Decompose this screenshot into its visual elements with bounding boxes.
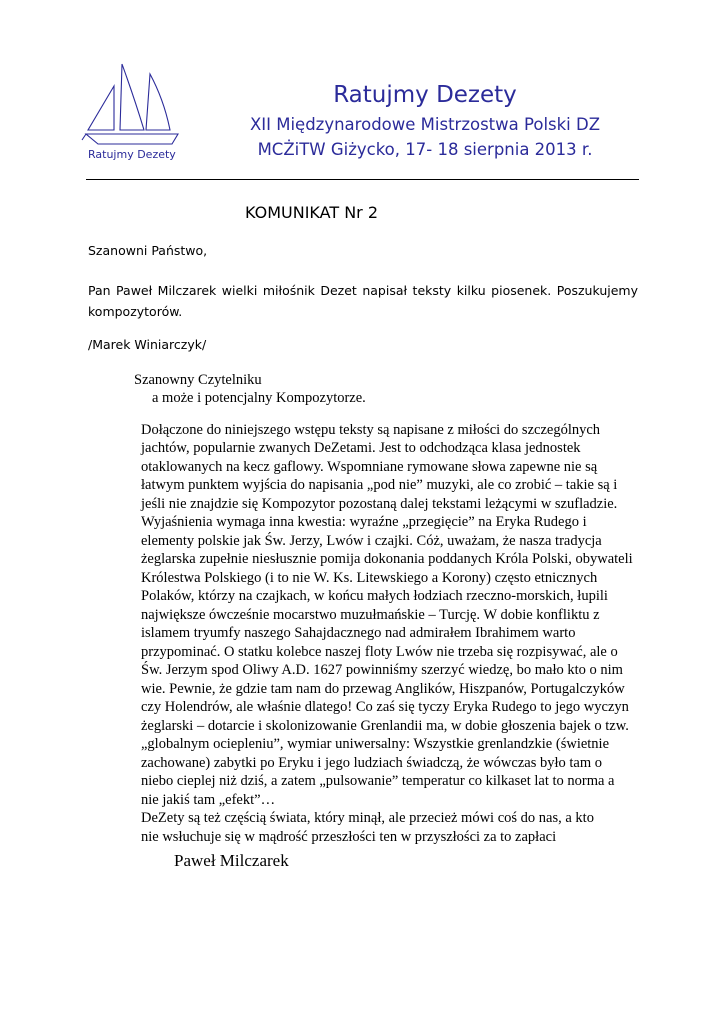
letter-line: nie wsłuchuje się w mądrość przeszłości ten w przyszłości za to zapłaci xyxy=(141,829,557,845)
letter-line: największe ówcześnie mocarstwo muzułmańskie – Turcję. W dobie konfliktu z xyxy=(141,607,600,623)
header-title: Ratujmy Dezety xyxy=(333,82,517,108)
letter-line: Św. Jerzym spod Oliwy A.D. 1627 powinniśmy szerzyć wiedzę, bo mało kto o nim xyxy=(141,662,623,678)
letter-line: Wyjaśnienia wymaga inna kwestia: wyraźne „przegięcie” na Eryka Rudego i xyxy=(141,514,587,530)
salutation: Szanowni Państwo, xyxy=(88,243,208,258)
letter-line: wie. Pewnie, że gdzie tam nam do przewag Anglików, Hiszpanów, Portugalczyków xyxy=(141,681,625,697)
letter-line: żeglarska zupełnie niesłusznie pomija dokonania poddanych Króla Polski, obywateli xyxy=(141,551,633,567)
communique-title: KOMUNIKAT Nr 2 xyxy=(245,203,378,222)
letter-line: jeśli nie znajdzie się Kompozytor pozostaną dalej tekstami leżącymi w szufladzie. xyxy=(141,496,618,512)
intro-paragraph: Pan Paweł Milczarek wielki miłośnik Dezet napisał teksty kilku piosenek. Poszukujemy kompozytorów. xyxy=(88,283,638,319)
letter-line: Królestwa Polskiego (i to nie W. Ks. Litewskiego a Korony) często etnicznych xyxy=(141,570,598,586)
letter-line: Dołączone do niniejszego wstępu teksty są napisane z miłości do szczególnych xyxy=(141,422,601,438)
letter-author: Paweł Milczarek xyxy=(174,851,289,870)
letter-line: Polaków, którzy na czajkach, w końcu małych łodziach rzeczno-morskich, łupili xyxy=(141,588,608,604)
header-venue-line: MCŻiTW Giżycko, 17- 18 sierpnia 2013 r. xyxy=(257,140,593,159)
letter-line: elementy polskie jak Św. Jerzy, Lwów i czajki. Cóż, uważam, że nasza tradycja xyxy=(141,533,602,549)
header-divider xyxy=(86,179,639,180)
letter-greeting-2: a może i potencjalny Kompozytorze. xyxy=(152,390,366,406)
letter-line: czy Holendrów, ale właśnie dlatego! Co zaś się tyczy Eryka Rudego to jego wyczyn xyxy=(141,699,629,715)
letter-line: przypominać. O statku kolebce naszej floty Lwów nie trzeba się rozpisywać, ale o xyxy=(141,644,618,660)
letter-line: otaklowanych na kecz gaflowy. Wspomniane rymowane słowa zapewne nie są xyxy=(141,459,598,475)
letter-line: żeglarski – dotarcie i skolonizowanie Grenlandii ma, w dobie głoszenia bajek o tzw. xyxy=(141,718,629,734)
letter-line: „globalnym ociepleniu”, wymiar uniwersalny: Wszystkie grenlandzkie (świetnie xyxy=(141,736,610,752)
letter-line: nie jakiś tam „efekt”… xyxy=(141,792,276,808)
letter-line: DeZety są też częścią świata, który minął, ale przecież mówi coś do nas, a kto xyxy=(141,810,594,826)
header-event-line: XII Międzynarodowe Mistrzostwa Polski DZ xyxy=(249,115,601,134)
letter-line: islamem tryumfy naszego Sahajdacznego nad admirałem Ibrahimem warto xyxy=(141,625,576,641)
letter-line: łatwym punktem wyjścia do napisania „pod nie” muzyki, ale co zrobić – takie są i xyxy=(141,477,618,493)
signature: /Marek Winiarczyk/ xyxy=(88,337,207,352)
letter-line: zachowane) zabytki po Eryku i jego ludziach świadczą, że wówczas było tam o xyxy=(141,755,602,771)
logo-caption: Ratujmy Dezety xyxy=(88,148,176,161)
letter-greeting: Szanowny Czytelniku xyxy=(134,372,262,388)
letter-line: jachtów, popularnie zwanych DeZetami. Jest to odchodząca klasa jednostek xyxy=(141,440,581,456)
letter-line: niebo cieplej niż dziś, a zatem „pulsowanie” temperatur co kilkaset lat to norma a xyxy=(141,773,615,789)
